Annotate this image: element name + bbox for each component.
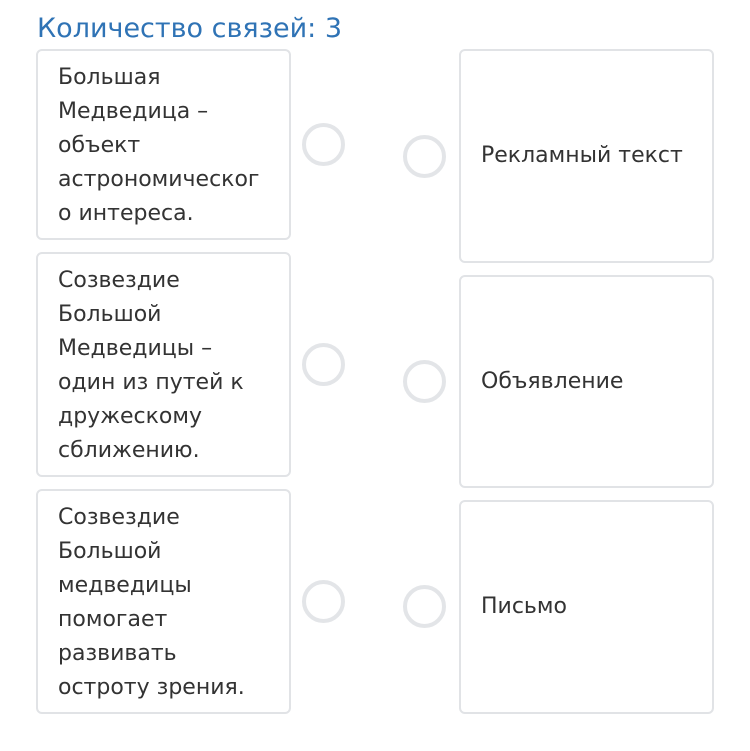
- right-connector-2[interactable]: [403, 360, 446, 403]
- left-connector-3[interactable]: [302, 580, 345, 623]
- right-connector-3[interactable]: [403, 585, 446, 628]
- left-item-2-line-6: сближению.: [58, 438, 200, 463]
- connections-count-title: Количество связей: 3: [37, 13, 343, 44]
- left-item-2-line-1: Созвездие: [58, 268, 180, 293]
- left-item-1-line-4: астрономическог: [58, 167, 260, 192]
- right-item-2-label: Объявление: [481, 368, 624, 394]
- right-item-2: [459, 275, 714, 488]
- left-item-1-line-1: Большая: [58, 65, 161, 90]
- left-item-1-line-5: о интереса.: [58, 201, 194, 226]
- left-item-1-line-3: объект: [58, 133, 141, 158]
- left-item-2: [36, 252, 291, 477]
- right-item-1: [459, 49, 714, 263]
- left-item-2-line-2: Большой: [58, 302, 162, 327]
- left-item-3-line-6: остроту зрения.: [58, 675, 245, 700]
- left-item-1-line-2: Медведица –: [58, 99, 209, 124]
- left-item-3-line-3: медведицы: [58, 573, 192, 598]
- left-connector-1[interactable]: [302, 123, 345, 166]
- left-item-2-line-5: дружескому: [58, 404, 203, 429]
- left-connector-2[interactable]: [302, 343, 345, 386]
- left-item-3-line-4: помогает: [58, 607, 168, 632]
- left-item-3-line-1: Созвездие: [58, 505, 180, 530]
- left-item-3: [36, 489, 291, 714]
- left-item-2-line-3: Медведицы –: [58, 336, 213, 361]
- left-item-3-line-2: Большой: [58, 539, 162, 564]
- left-item-1: [36, 49, 291, 240]
- left-item-3-line-5: развивать: [58, 641, 177, 666]
- right-item-1-label: Рекламный текст: [481, 143, 683, 168]
- left-item-2-line-4: один из путей к: [58, 370, 244, 395]
- right-item-3: [459, 500, 714, 714]
- right-connector-1[interactable]: [403, 135, 446, 178]
- right-item-3-label: Письмо: [481, 594, 567, 619]
